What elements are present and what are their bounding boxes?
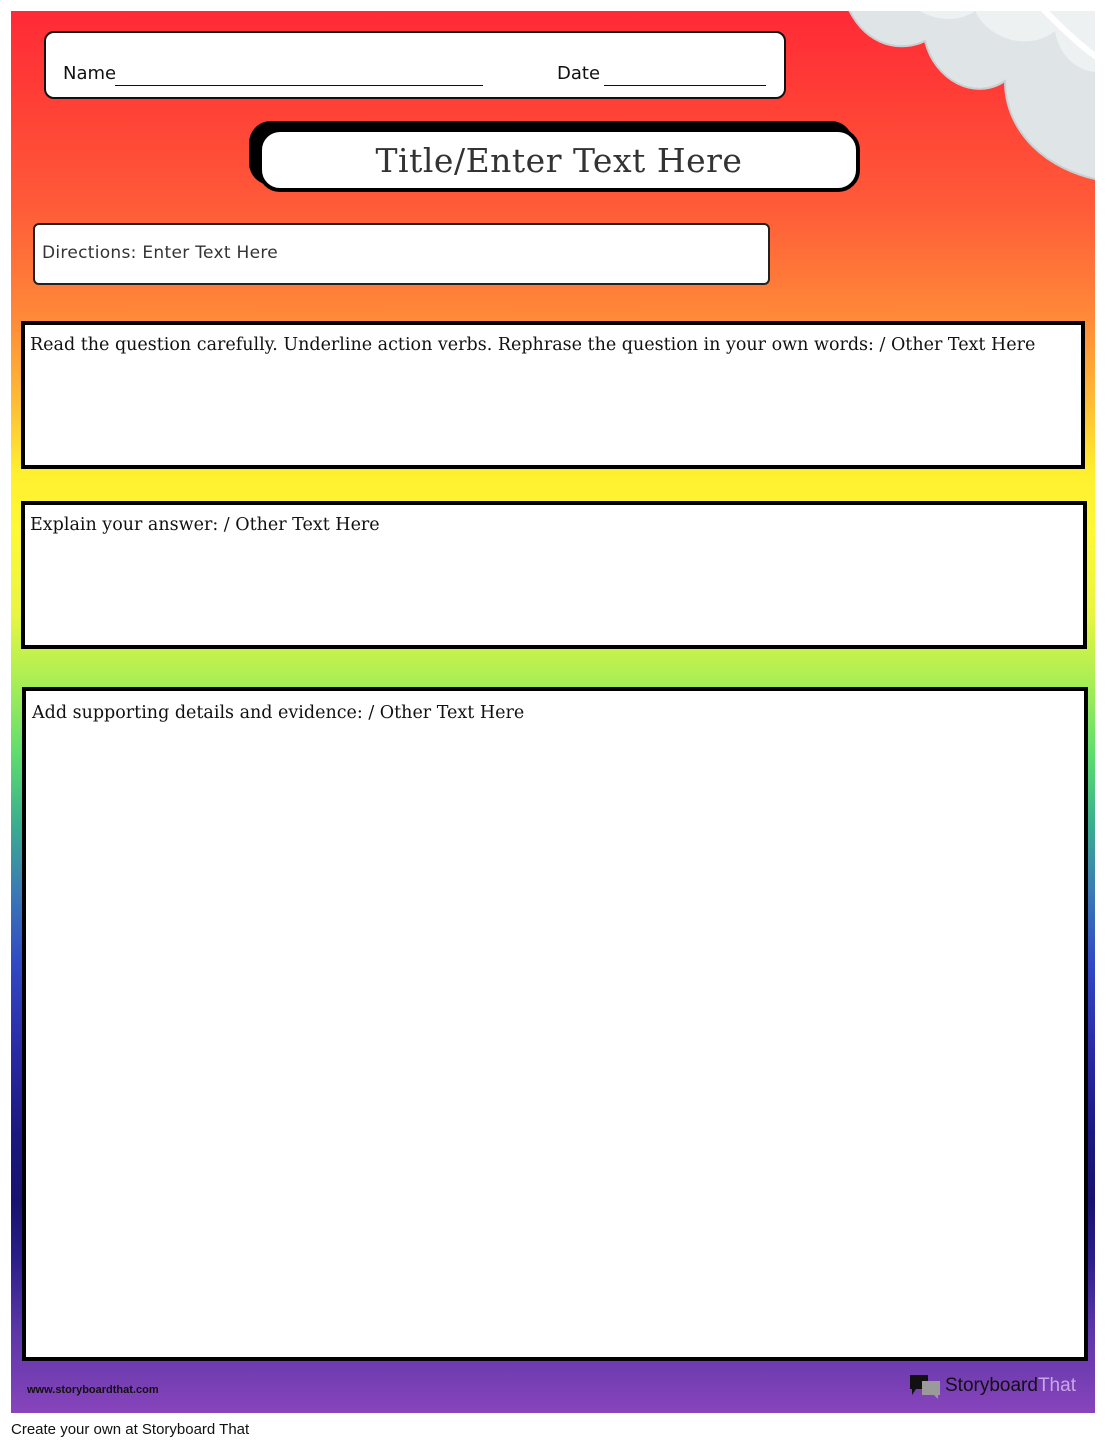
- question-box-explain[interactable]: [21, 501, 1087, 649]
- name-label: Name: [63, 63, 117, 84]
- name-date-box: [44, 31, 786, 99]
- website-url[interactable]: www.storyboardthat.com: [27, 1384, 159, 1396]
- question-box-rephrase[interactable]: [21, 321, 1085, 469]
- worksheet-page: [11, 11, 1095, 1413]
- question-prompt: Read the question carefully. Underline action verbs. Rephrase the question in your own words: / Other Text Here: [30, 335, 1036, 355]
- title-box[interactable]: [258, 128, 860, 192]
- storyboardthat-logo[interactable]: [908, 1373, 1076, 1399]
- brand-that-text: That: [1037, 1375, 1076, 1396]
- directions-text: Directions: Enter Text Here: [42, 243, 279, 263]
- directions-box[interactable]: [33, 223, 770, 285]
- date-label: Date: [557, 63, 601, 84]
- question-box-evidence[interactable]: [22, 687, 1088, 1361]
- footer-caption[interactable]: Create your own at Storyboard That: [11, 1421, 250, 1438]
- page-title: Title/Enter Text Here: [375, 140, 743, 180]
- brand-story-text: Storyboard: [945, 1375, 1038, 1396]
- name-field[interactable]: [115, 85, 483, 86]
- question-prompt: Explain your answer: / Other Text Here: [30, 515, 380, 535]
- question-prompt: Add supporting details and evidence: / Other Text Here: [32, 703, 525, 723]
- speech-bubble-icon: [908, 1373, 942, 1399]
- date-field[interactable]: [604, 85, 766, 86]
